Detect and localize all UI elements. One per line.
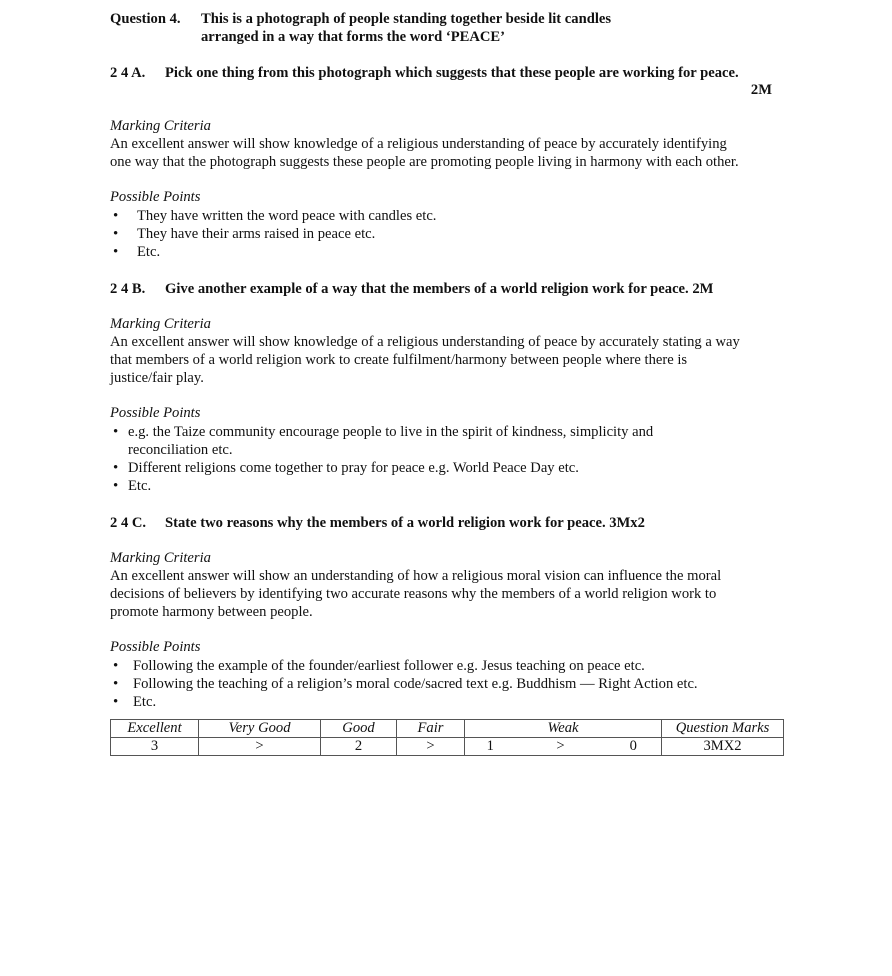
a-criteria-line: An excellent answer will show knowledge of a religious understanding of peace by accurately identifying xyxy=(110,136,727,152)
grade-value-question-marks: 3MX2 xyxy=(662,738,784,756)
bullet-icon: • xyxy=(113,658,119,674)
grade-value-fair: > xyxy=(397,738,465,756)
bullet-icon: • xyxy=(113,424,119,440)
c-criteria-line: An excellent answer will show an understanding of how a religious moral vision can influence the moral xyxy=(110,568,722,584)
grade-value-weak-mid: > xyxy=(516,738,606,756)
grade-value-good: 2 xyxy=(321,738,397,756)
grade-value-weak-high: 1 xyxy=(465,738,516,756)
b-criteria-text xyxy=(110,333,782,387)
b-criteria-label: Marking Criteria xyxy=(110,316,211,332)
question-text-line-2: arranged in a way that forms the word ‘PEACE’ xyxy=(201,29,506,45)
grade-value-excellent: 3 xyxy=(111,738,199,756)
b-points-list xyxy=(110,423,782,495)
question-text-line-1: This is a photograph of people standing together beside lit candles xyxy=(201,11,612,27)
bullet-icon: • xyxy=(113,244,119,260)
grade-header-very-good: Very Good xyxy=(199,720,321,738)
grade-value-weak-low: 0 xyxy=(606,738,662,756)
subquestion-a-code: 2 4 A. xyxy=(110,65,146,81)
bullet-icon: • xyxy=(113,460,119,476)
c-points-list xyxy=(110,657,782,711)
subquestion-b-text: Give another example of a way that the members of a world religion work for peace. 2M xyxy=(165,281,714,297)
list-item: • Following the teaching of a religion’s moral code/sacred text e.g. Buddhism — Right Action etc. xyxy=(113,676,698,692)
b-criteria-line: An excellent answer will show knowledge of a religious understanding of peace by accurately stating a way xyxy=(110,334,740,350)
a-points-label: Possible Points xyxy=(110,189,201,205)
bullet-icon: • xyxy=(113,478,119,494)
table-header-row xyxy=(111,720,784,738)
c-points-label: Possible Points xyxy=(110,639,201,655)
subquestion-c-text: State two reasons why the members of a world religion work for peace. 3Mx2 xyxy=(165,515,645,531)
grade-header-weak: Weak xyxy=(465,720,662,738)
table-row xyxy=(111,738,784,756)
list-item: • Etc. xyxy=(113,694,157,710)
grade-table xyxy=(110,719,784,756)
subquestion-b-code: 2 4 B. xyxy=(110,281,146,297)
grade-header-good: Good xyxy=(321,720,397,738)
c-criteria-label: Marking Criteria xyxy=(110,550,211,566)
a-criteria-line: one way that the photograph suggests these people are promoting people living in harmony with each other. xyxy=(110,154,739,170)
b-criteria-line: justice/fair play. xyxy=(110,370,204,386)
grade-header-fair: Fair xyxy=(397,720,465,738)
b-points-label: Possible Points xyxy=(110,405,201,421)
list-item: • Etc. xyxy=(113,244,161,260)
bullet-icon: • xyxy=(113,694,119,710)
c-criteria-line: promote harmony between people. xyxy=(110,604,313,620)
list-item: • They have their arms raised in peace etc. xyxy=(113,226,376,242)
c-criteria-line: decisions of believers by identifying two accurate reasons why the members of a world religion work to xyxy=(110,586,717,602)
b-criteria-line: that members of a world religion work to create fulfilment/harmony between people where there is xyxy=(110,352,688,368)
grade-value-very-good: > xyxy=(199,738,321,756)
a-criteria-text xyxy=(110,135,782,171)
subquestion-a-marks: 2M xyxy=(750,82,772,98)
question-number: Question 4. xyxy=(110,11,181,27)
c-criteria-text xyxy=(110,567,782,621)
list-item: • They have written the word peace with candles etc. xyxy=(113,208,437,224)
bullet-icon: • xyxy=(113,676,119,692)
grade-header-question-marks: Question Marks xyxy=(662,720,784,738)
bullet-icon: • xyxy=(113,226,119,242)
subquestion-a-text: Pick one thing from this photograph which suggests that these people are working for peace. xyxy=(165,65,739,81)
a-criteria-label: Marking Criteria xyxy=(110,118,211,134)
list-item: • e.g. the Taize community encourage people to live in the spirit of kindness, simplicity and reconciliation etc. xyxy=(113,424,654,458)
a-points-list xyxy=(110,207,782,261)
list-item: • Following the example of the founder/earliest follower e.g. Jesus teaching on peace etc. xyxy=(113,658,645,674)
bullet-icon: • xyxy=(113,208,119,224)
list-item: • Different religions come together to pray for peace e.g. World Peace Day etc. xyxy=(113,460,579,476)
list-item: • Etc. xyxy=(113,478,152,494)
subquestion-c-code: 2 4 C. xyxy=(110,515,147,531)
grade-header-excellent: Excellent xyxy=(111,720,199,738)
